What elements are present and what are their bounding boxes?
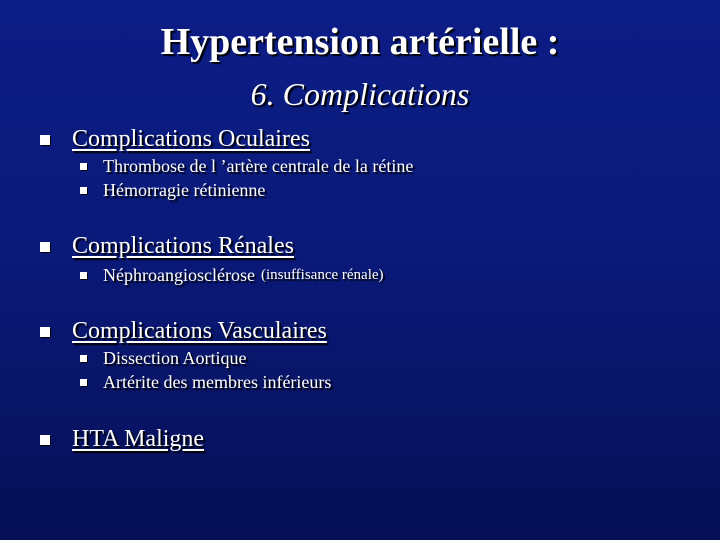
square-bullet-icon xyxy=(80,272,87,279)
section-malignant xyxy=(40,426,204,453)
square-bullet-icon xyxy=(80,163,87,170)
item-text: Néphroangiosclérose xyxy=(103,265,255,285)
square-bullet-icon xyxy=(40,242,50,252)
section-label: HTA Maligne xyxy=(72,426,205,452)
list-item xyxy=(80,156,413,177)
item-text: Artérite des membres inférieurs xyxy=(103,372,332,392)
list-item xyxy=(80,180,265,201)
section-label: Complications Oculaires xyxy=(72,126,310,152)
item-text: Hémorragie rétinienne xyxy=(103,180,266,200)
slide-title: Hypertension artérielle : xyxy=(160,21,560,63)
list-item xyxy=(80,348,246,369)
square-bullet-icon xyxy=(80,187,87,194)
square-bullet-icon xyxy=(80,355,87,362)
item-note: (insuffisance rénale) xyxy=(260,267,384,283)
section-renal xyxy=(40,233,294,260)
section-label: Complications Vasculaires xyxy=(72,318,327,344)
list-item xyxy=(80,372,331,393)
section-label: Complications Rénales xyxy=(72,233,294,259)
square-bullet-icon xyxy=(40,327,50,337)
item-text: Thrombose de l ’artère centrale de la rétine xyxy=(103,156,414,176)
section-ocular xyxy=(40,126,310,153)
square-bullet-icon xyxy=(40,435,50,445)
square-bullet-icon xyxy=(40,135,50,145)
square-bullet-icon xyxy=(80,379,87,386)
section-vascular xyxy=(40,318,327,345)
list-item xyxy=(80,265,384,286)
slide-subtitle: 6. Complications xyxy=(250,76,470,112)
item-text: Dissection Aortique xyxy=(103,348,247,368)
